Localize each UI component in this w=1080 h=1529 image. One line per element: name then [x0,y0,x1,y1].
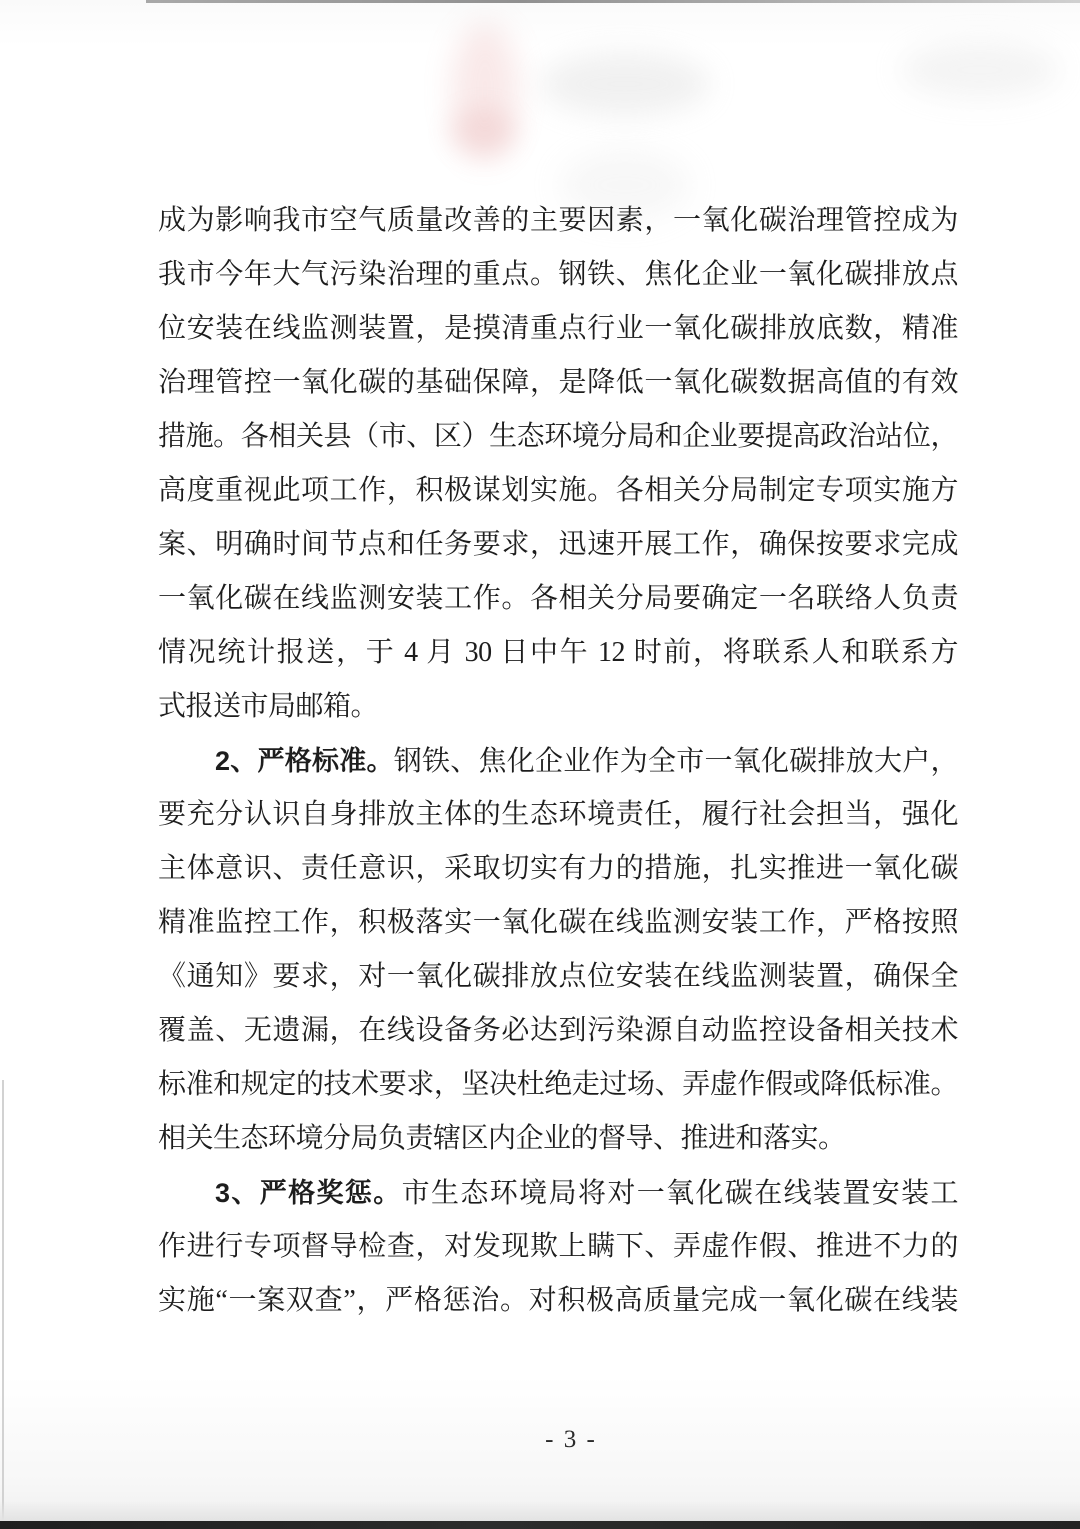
text-line [158,356,958,410]
text-line [158,626,958,680]
line-text: 《通知》要求，对一氧化碳排放点位安装在线监测装置，确保全 [158,961,958,992]
text-line [158,1112,958,1166]
line-text: 市生态环境局将对一氧化碳在线装置安装工 [401,1178,958,1209]
scan-smudge [540,52,710,116]
page-number: - 3 - [545,1426,597,1453]
text-line [158,896,958,950]
line-text: 位安装在线监测装置，是摸清重点行业一氧化碳排放底数，精准 [158,313,958,344]
line-text: 标准和规定的技术要求，坚决杜绝走过场、弄虚作假或降低标准。 [158,1069,958,1100]
text-line [158,788,958,842]
text-line [158,572,958,626]
line-text: 相关生态环境分局负责辖区内企业的督导、推进和落实。 [158,1123,846,1154]
section-heading-run: 3、严格奖惩。 [215,1178,402,1208]
line-text: 作进行专项督导检查，对发现欺上瞒下、弄虚作假、推进不力的 [158,1231,958,1262]
line-text: 措施。各相关县（市、区）生态环境分局和企业要提高政治站位， [158,421,958,452]
line-text: 钢铁、焦化企业作为全市一氧化碳排放大户， [393,746,958,777]
line-text: 覆盖、无遗漏，在线设备务必达到污染源自动监控设备相关技术 [158,1015,958,1046]
text-line [158,464,958,518]
text-line [158,248,958,302]
text-line [158,410,958,464]
text-line [158,302,958,356]
text-line-section-3 [158,1166,958,1220]
text-line [158,194,958,248]
scan-top-edge-line [146,0,1080,3]
line-text: 案、明确时间节点和任务要求，迅速开展工作，确保按要求完成 [158,529,958,560]
text-line [158,1220,958,1274]
scan-left-edge-line [2,1080,4,1525]
scan-bottom-edge-line [0,1521,1080,1529]
text-line [158,1004,958,1058]
text-line [158,1274,958,1328]
text-line [158,518,958,572]
scan-bottom-shadow [0,1501,1080,1521]
line-text: 实施“一案双查”，严格惩治。对积极高质量完成一氧化碳在线装 [158,1285,958,1316]
line-text: 情况统计报送，于 4 月 30 日中午 12 时前，将联系人和联系方 [158,637,958,668]
text-line [158,680,958,734]
text-line [158,950,958,1004]
line-text: 高度重视此项工作，积极谋划实施。各相关分局制定专项实施方 [158,475,958,506]
document-body [158,194,958,1328]
line-text: 要充分认识自身排放主体的生态环境责任，履行社会担当，强化 [158,799,958,830]
line-text: 一氧化碳在线监测安装工作。各相关分局要确定一名联络人负责 [158,583,958,614]
text-line [158,842,958,896]
section-heading-run: 2、严格标准。 [215,746,394,776]
text-line-section-2 [158,734,958,788]
line-text: 主体意识、责任意识，采取切实有力的措施，扎实推进一氧化碳 [158,853,958,884]
line-text: 治理管控一氧化碳的基础保障，是降低一氧化碳数据高值的有效 [158,367,958,398]
text-line [158,1058,958,1112]
line-text: 精准监控工作，积极落实一氧化碳在线监测安装工作，严格按照 [158,907,958,938]
line-text: 成为影响我市空气质量改善的主要因素，一氧化碳治理管控成为 [158,205,958,236]
line-text: 式报送市局邮箱。 [158,691,379,722]
scan-smudge [900,42,1060,98]
red-stamp-bleed-through [448,108,518,156]
line-text: 我市今年大气污染治理的重点。钢铁、焦化企业一氧化碳排放点 [158,259,958,290]
